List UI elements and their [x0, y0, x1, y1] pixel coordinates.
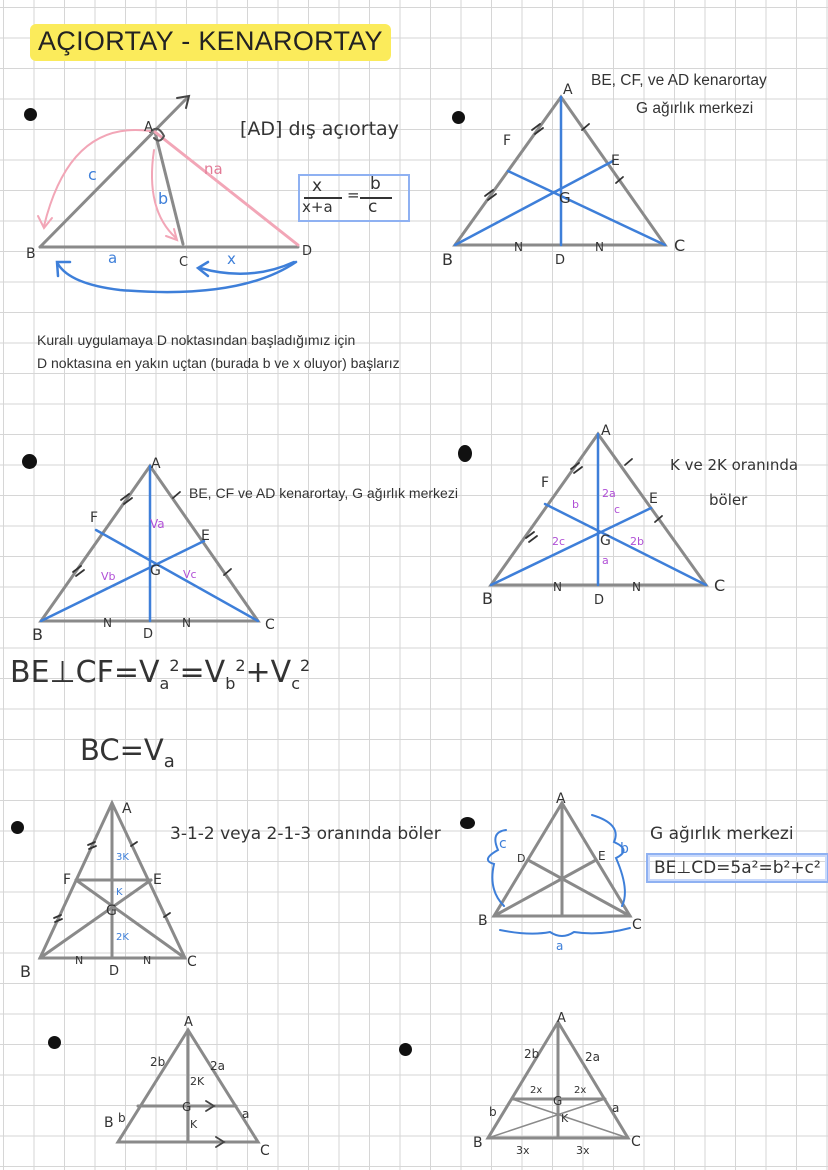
label-va: Va	[150, 517, 165, 531]
tick-bd5: N	[75, 954, 84, 967]
label-c1: C	[179, 255, 189, 270]
label-g2: G	[559, 189, 571, 207]
label-e2: E	[611, 153, 620, 169]
formula-right-den: c	[368, 197, 378, 217]
section1-caption: [AD] dış açıortay	[240, 118, 399, 140]
label-f3: F	[90, 510, 99, 526]
label-c3: C	[265, 617, 275, 633]
tick-dc5: N	[143, 954, 152, 967]
label-d5: D	[109, 964, 120, 979]
tick-bd4: N	[553, 580, 562, 594]
section4-caption-line1: K ve 2K oranında	[670, 456, 799, 474]
label-b-small8: b	[489, 1105, 497, 1119]
section5-caption: 3-1-2 veya 2-1-3 oranında böler	[170, 824, 441, 844]
label-b3: B	[32, 625, 43, 644]
label-b2: B	[442, 250, 453, 269]
label-k7: K	[190, 1118, 198, 1131]
formula-left-num: x	[312, 176, 323, 196]
label-vc: Vc	[183, 568, 197, 581]
note-line-2: D noktasına en yakın uçtan (burada b ve x oluyor) başlarız	[37, 355, 400, 371]
label-b-small7: b	[118, 1111, 126, 1125]
formula1-sup-b: 2	[235, 656, 246, 675]
section4-caption-line2: böler	[709, 491, 748, 509]
label-d2: D	[555, 253, 566, 268]
label-a1: A	[144, 120, 153, 135]
label-2a7: 2a	[210, 1059, 225, 1073]
label-a7: A	[184, 1015, 193, 1030]
formula-box-2: BE⊥CD=5a²=b²+c²	[646, 853, 828, 883]
tick-bd3: N	[103, 616, 112, 630]
label-e4: E	[649, 491, 658, 507]
label-side-a6: a	[556, 939, 564, 953]
label-2b4: 2b	[630, 535, 644, 548]
label-g8: G	[553, 1094, 563, 1108]
note-line-1: Kuralı uygulamaya D noktasından başladığımız için	[37, 332, 356, 348]
label-side-a1: a	[108, 249, 118, 267]
formula1-sup-c: 2	[300, 656, 311, 675]
section3-caption: BE, CF ve AD kenarortay, G ağırlık merkezi	[189, 485, 458, 501]
tick-dc3: N	[182, 616, 191, 630]
label-a5: A	[122, 801, 132, 817]
label-3x-right8: 3x	[576, 1144, 590, 1157]
label-f5: F	[63, 872, 72, 888]
label-2a8: 2a	[585, 1050, 600, 1064]
label-a8: A	[557, 1011, 566, 1026]
formula1-sub-b: b	[225, 674, 236, 693]
label-side-c6: c	[499, 836, 507, 852]
tick-dc4: N	[632, 580, 641, 594]
label-a4: A	[601, 423, 611, 439]
label-2a4: 2a	[602, 487, 616, 500]
label-side-c1: c	[88, 165, 97, 184]
label-side-x1: x	[227, 250, 236, 268]
label-b-small4: b	[572, 498, 579, 511]
label-e5: E	[153, 872, 162, 888]
formula1-sup-a: 2	[169, 656, 180, 675]
formula2-main: BC=V	[80, 733, 164, 767]
formula-right-num: b	[370, 174, 381, 194]
label-a2: A	[563, 82, 573, 98]
formula2-sub: a	[163, 750, 175, 772]
label-g5: G	[106, 903, 117, 919]
label-b7: B	[104, 1115, 114, 1131]
formula1-main: BE⊥CF=V	[10, 655, 160, 690]
label-g3: G	[150, 563, 161, 579]
label-d1: D	[302, 244, 313, 259]
label-a6: A	[556, 791, 566, 807]
label-a-small7: a	[242, 1107, 250, 1121]
label-e6: E	[598, 849, 606, 863]
label-2k7: 2K	[190, 1075, 205, 1088]
formula1-sub-a: a	[159, 674, 170, 693]
label-side-b1: b	[158, 189, 169, 208]
label-3x-left8: 3x	[516, 1144, 530, 1157]
label-2x-left8: 2x	[530, 1085, 543, 1096]
section2-caption-line2: G ağırlık merkezi	[636, 100, 754, 117]
label-c4: C	[714, 576, 726, 595]
label-b1: B	[26, 246, 36, 262]
label-c6: C	[632, 917, 642, 933]
label-2c4: 2c	[552, 535, 566, 548]
label-na1: na	[204, 160, 223, 178]
label-g4: G	[600, 533, 611, 549]
label-d4: D	[594, 593, 605, 608]
section2-caption-line1: BE, CF, ve AD kenarortay	[591, 72, 767, 89]
formula1-plus: +V	[245, 655, 292, 690]
label-e3: E	[201, 528, 210, 544]
label-c2: C	[674, 236, 686, 255]
page-title: AÇIORTAY - KENARORTAY	[30, 24, 391, 61]
formula-eq: =	[347, 186, 360, 204]
label-k8: K	[561, 1112, 569, 1125]
label-a-small4: a	[602, 554, 609, 567]
label-2b7: 2b	[150, 1055, 166, 1069]
label-k5: K	[116, 887, 123, 898]
label-2x-right8: 2x	[574, 1085, 587, 1096]
label-b6: B	[478, 913, 488, 929]
label-c-small4: c	[614, 503, 621, 516]
label-a-small8: a	[612, 1101, 620, 1115]
label-2k5: 2K	[116, 932, 129, 943]
label-vb: Vb	[101, 570, 116, 583]
label-b4: B	[482, 589, 493, 608]
label-b8: B	[473, 1135, 483, 1151]
label-c8: C	[631, 1134, 641, 1150]
tick-bd: N	[514, 240, 523, 254]
formula1-mid: =V	[179, 655, 226, 690]
tick-dc: N	[595, 240, 604, 254]
label-d6: D	[517, 852, 526, 865]
label-3k5: 3K	[116, 852, 129, 863]
label-f4: F	[541, 475, 550, 491]
label-b5: B	[20, 962, 31, 981]
label-c5: C	[187, 954, 197, 970]
label-c7: C	[260, 1143, 270, 1159]
section6-caption: G ağırlık merkezi	[650, 824, 794, 844]
label-a3: A	[151, 456, 161, 472]
formula-left-den: x+a	[302, 198, 333, 216]
label-d3: D	[143, 627, 154, 642]
label-2b8: 2b	[524, 1047, 540, 1061]
label-f2: F	[503, 133, 512, 149]
formula1-sub-c: c	[291, 674, 301, 693]
label-g7: G	[182, 1100, 192, 1114]
label-side-b6: b	[620, 841, 629, 857]
